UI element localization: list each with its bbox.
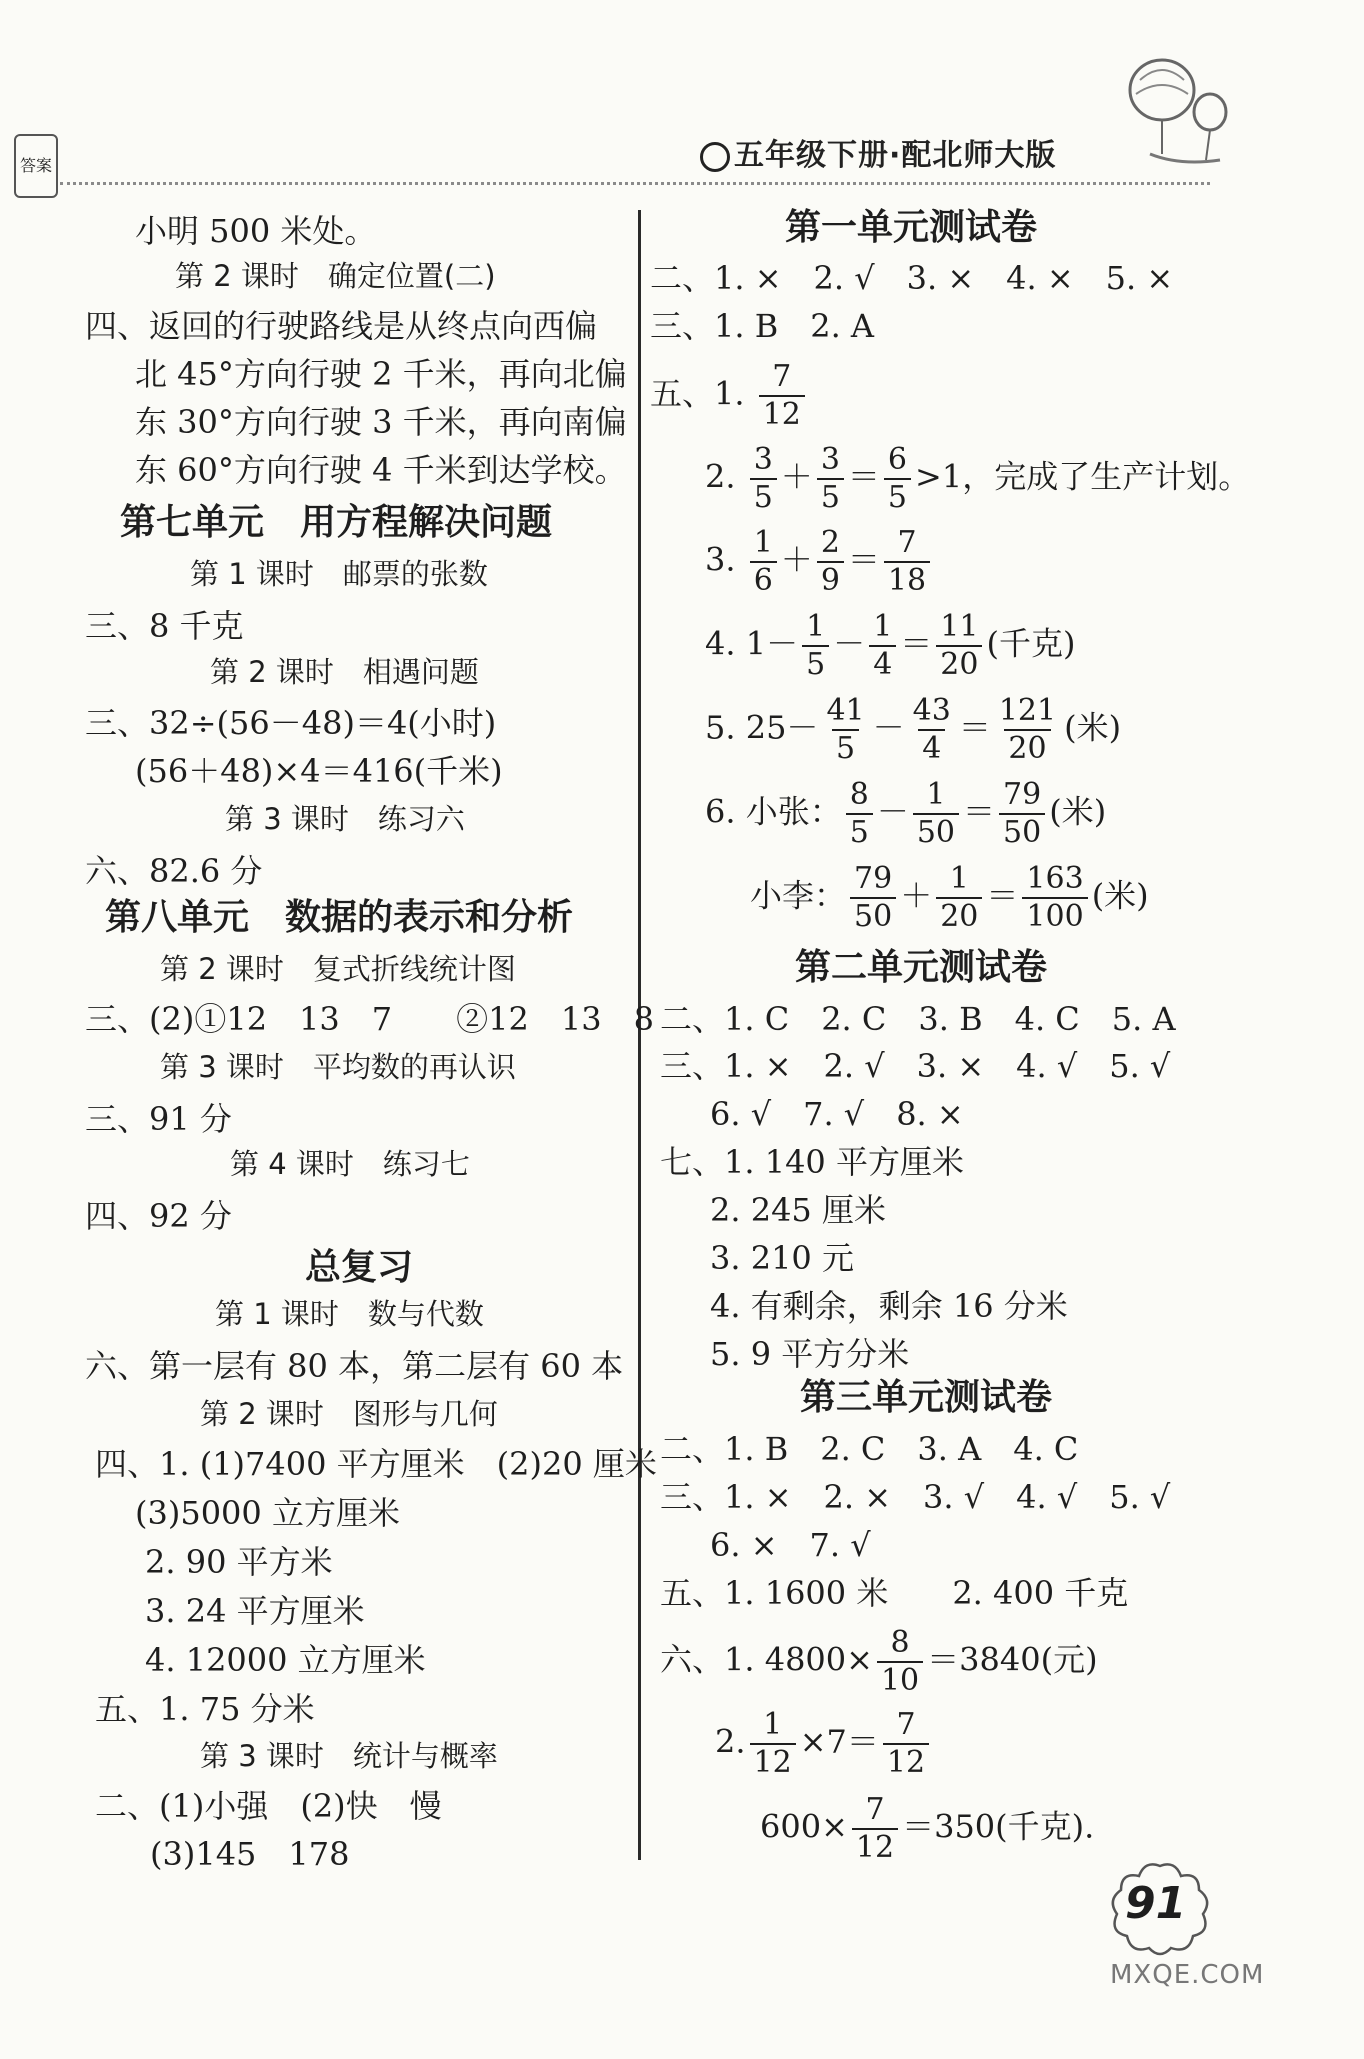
lesson-heading: 第 1 课时 邮票的张数: [190, 557, 488, 591]
math-line: 3. $\frac{1}{6}$ ＋ $\frac{2}{9}$ ＝ $\frac{7}{18}$: [705, 528, 934, 596]
text-line: 二、1. × 2. √ 3. × 4. × 5. ×: [650, 259, 1174, 297]
fraction: $\frac{3}{5}$: [817, 445, 844, 513]
text-line: 三、8 千克: [85, 607, 244, 645]
text-line: 五、1. 75 分米: [95, 1690, 315, 1728]
fraction: $\frac{7}{12}$: [883, 1710, 929, 1778]
fraction: $\frac{41}{5}$: [826, 693, 865, 766]
unit-heading: 总复习: [305, 1247, 414, 1288]
fraction: $\frac{79}{50}$: [850, 864, 896, 932]
right-column: [640, 0, 1364, 2059]
lesson-heading: 第 3 课时 练习六: [225, 802, 465, 836]
math-line: 4. 1－ $\frac{1}{5}$ － $\frac{1}{4}$ ＝ $\frac{11}{20}$ (千克): [705, 609, 1076, 682]
math-line: 五、1. $\frac{7}{12}$: [650, 362, 809, 430]
text-line: 4. 12000 立方厘米: [145, 1641, 426, 1679]
math-line: 600× $\frac{7}{12}$ ＝350(千克).: [760, 1792, 1095, 1865]
left-column: [0, 0, 657, 2059]
text-line: 2. 90 平方米: [145, 1543, 333, 1581]
text-line: 二、1. B 2. C 3. A 4. C: [660, 1430, 1079, 1468]
text-line: 3. 24 平方厘米: [145, 1592, 365, 1630]
text-line: 北 45°方向行驶 2 千米，再向北偏: [135, 355, 627, 393]
unit-heading: 第二单元测试卷: [795, 947, 1048, 988]
fraction: $\frac{2}{9}$: [817, 528, 844, 596]
fraction: $\frac{163}{100}$: [1022, 864, 1087, 932]
lesson-heading: 第 4 课时 练习七: [230, 1147, 470, 1181]
lesson-heading: 第 1 课时 数与代数: [215, 1297, 484, 1331]
text-line: 七、1. 140 平方厘米: [660, 1143, 964, 1181]
fraction: $\frac{8}{10}$: [877, 1628, 923, 1696]
text-line: (56＋48)×4＝416(千米): [135, 752, 503, 790]
math-line: 5. 25－ $\frac{41}{5}$ － $\frac{43}{4}$ ＝ $\frac{121}{20}$ (米): [705, 693, 1122, 766]
unit-heading: 第八单元 数据的表示和分析: [105, 897, 574, 938]
text-line: 六、82.6 分: [85, 852, 263, 890]
lesson-heading: 第 2 课时 确定位置(二): [175, 259, 496, 293]
fraction: $\frac{6}{5}$: [884, 445, 911, 513]
fraction: $\frac{11}{20}$: [936, 612, 982, 680]
math-line: 6. 小张： $\frac{8}{5}$ － $\frac{1}{50}$ ＝ $\frac{79}{50}$ (米): [705, 777, 1107, 850]
text-line: 四、返回的行驶路线是从终点向西偏: [85, 307, 598, 345]
lesson-heading: 第 3 课时 统计与概率: [200, 1739, 498, 1773]
math-line: 小李： $\frac{79}{50}$ ＋ $\frac{1}{20}$ ＝ $\frac{163}{100}$ (米): [750, 861, 1149, 934]
text-line: 三、(2)①12 13 7 ②12 13 8: [85, 1000, 654, 1038]
unit-heading: 第三单元测试卷: [800, 1377, 1053, 1418]
text-line: 6. √ 7. √ 8. ×: [710, 1095, 964, 1133]
fraction: $\frac{1}{4}$: [869, 612, 896, 680]
text-line: 东 60°方向行驶 4 千米到达学校。: [135, 451, 627, 489]
text-line: 五、1. 1600 米 2. 400 千克: [660, 1574, 1129, 1612]
text-line: 4. 有剩余，剩余 16 分米: [710, 1287, 1068, 1325]
fraction: $\frac{3}{5}$: [750, 445, 777, 513]
text-line: 六、第一层有 80 本，第二层有 60 本: [85, 1347, 624, 1385]
math-line: 2. $\frac{1}{12}$ ×7＝ $\frac{7}{12}$: [715, 1710, 933, 1778]
watermark: MXQE.COM: [1110, 1960, 1265, 1990]
answer-tab: 答案: [14, 134, 58, 198]
fraction: $\frac{1}{12}$: [750, 1710, 796, 1778]
math-line: 2. $\frac{3}{5}$ ＋ $\frac{3}{5}$ ＝ $\frac{6}{5}$ >1，完成了生产计划。: [705, 442, 1251, 515]
fraction: $\frac{1}{5}$: [802, 612, 829, 680]
fraction: $\frac{1}{6}$: [750, 528, 777, 596]
text-line: 三、32÷(56－48)＝4(小时): [85, 704, 497, 742]
fraction: $\frac{7}{12}$: [852, 1795, 898, 1863]
text-line: 3. 210 元: [710, 1239, 854, 1277]
text-line: 四、1. (1)7400 平方厘米 (2)20 厘米: [95, 1445, 657, 1483]
text-line: 三、1. × 2. √ 3. × 4. √ 5. √: [660, 1047, 1171, 1085]
fraction: $\frac{1}{20}$: [936, 864, 982, 932]
lesson-heading: 第 2 课时 图形与几何: [200, 1397, 498, 1431]
fraction: $\frac{7}{12}$: [759, 362, 805, 430]
text-line: 二、(1)小强 (2)快 慢: [95, 1787, 442, 1825]
fraction: $\frac{79}{50}$: [999, 780, 1045, 848]
fraction: $\frac{1}{50}$: [913, 780, 959, 848]
text-line: 三、1. × 2. × 3. √ 4. √ 5. √: [660, 1478, 1171, 1516]
text-line: 6. × 7. √: [710, 1526, 871, 1564]
fraction: $\frac{121}{20}$: [998, 693, 1057, 766]
page-number-badge: 91: [1105, 1860, 1215, 1960]
text-line: 三、91 分: [85, 1100, 232, 1138]
math-line: 六、1. 4800× $\frac{8}{10}$ ＝3840(元): [660, 1625, 1098, 1698]
fraction: $\frac{43}{4}$: [912, 693, 951, 766]
lesson-heading: 第 3 课时 平均数的再认识: [160, 1050, 516, 1084]
lesson-heading: 第 2 课时 复式折线统计图: [160, 952, 516, 986]
text-line: (3)145 178: [150, 1835, 350, 1873]
fraction: $\frac{7}{18}$: [884, 528, 930, 596]
text-line: (3)5000 立方厘米: [135, 1494, 400, 1532]
text-line: 三、1. B 2. A: [650, 307, 875, 345]
unit-heading: 第一单元测试卷: [785, 207, 1038, 248]
text-line: 5. 9 平方分米: [710, 1335, 910, 1373]
text-line: 2. 245 厘米: [710, 1191, 886, 1229]
book-title: 五年级下册·配北师大版: [700, 130, 1056, 174]
unit-heading: 第七单元 用方程解决问题: [120, 502, 553, 543]
text-line: 二、1. C 2. C 3. B 4. C 5. A: [660, 1000, 1176, 1038]
text-line: 小明 500 米处。: [135, 212, 377, 250]
text-line: 东 30°方向行驶 3 千米，再向南偏: [135, 403, 627, 441]
text-line: 四、92 分: [85, 1197, 232, 1235]
lesson-heading: 第 2 课时 相遇问题: [210, 655, 479, 689]
fraction: $\frac{8}{5}$: [846, 780, 873, 848]
